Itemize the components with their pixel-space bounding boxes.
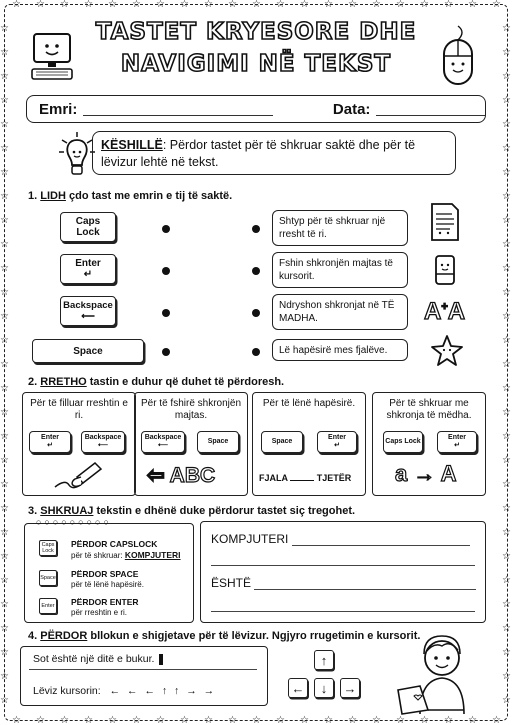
border-star-icon: ☆ xyxy=(468,715,477,725)
arrow-right-key[interactable]: → xyxy=(340,678,360,698)
sample-text-line: Sot është një ditë e bukur. xyxy=(33,653,163,665)
border-star-icon: ☆ xyxy=(502,575,511,586)
circle-question-1: Për të filluar rreshtin e ri. Enter ↵ Backspace ⟵ xyxy=(22,392,136,496)
match-dot-left-4[interactable] xyxy=(162,348,170,356)
title-line-1: TASTET KRYESORE DHE xyxy=(95,19,417,45)
option-space-key[interactable]: Space xyxy=(197,431,239,453)
border-star-icon: ☆ xyxy=(228,715,237,725)
border-star-icon: ☆ xyxy=(60,715,69,725)
border-star-icon: ☆ xyxy=(252,0,261,10)
circle-question-2: Për të fshirë shkronjën majtas. Backspace ⟵ Space ⇦ ABC xyxy=(134,392,248,496)
eraser-icon xyxy=(430,252,462,288)
border-star-icon: ☆ xyxy=(0,359,9,370)
border-star-icon: ☆ xyxy=(252,715,261,725)
border-star-icon: ☆ xyxy=(502,239,511,250)
border-star-icon: ☆ xyxy=(324,0,333,10)
border-star-icon: ☆ xyxy=(300,0,309,10)
write-line-3[interactable]: ËSHTË xyxy=(211,576,476,590)
border-star-icon: ☆ xyxy=(502,479,511,490)
section-2-verb: RRETHO xyxy=(40,376,87,388)
border-star-icon: ☆ xyxy=(502,263,511,274)
border-star-icon: ☆ xyxy=(0,95,9,106)
border-star-icon: ☆ xyxy=(0,695,9,706)
border-star-icon: ☆ xyxy=(502,527,511,538)
uppercase-letters-icon: A+A xyxy=(424,298,466,325)
space-example: FJALA TJETËR xyxy=(259,473,352,483)
border-star-icon: ☆ xyxy=(502,431,511,442)
border-star-icon: ☆ xyxy=(502,455,511,466)
caps-lock-key[interactable]: Caps Lock xyxy=(60,212,116,242)
match-dot-right-3[interactable] xyxy=(252,309,260,317)
border-star-icon: ☆ xyxy=(0,671,9,682)
border-star-icon: ☆ xyxy=(502,599,511,610)
date-field[interactable] xyxy=(376,102,485,116)
border-star-icon: ☆ xyxy=(0,503,9,514)
border-star-icon: ☆ xyxy=(156,715,165,725)
border-star-icon: ☆ xyxy=(0,599,9,610)
border-star-icon: ☆ xyxy=(0,551,9,562)
lightbulb-icon xyxy=(58,130,96,180)
border-star-icon: ☆ xyxy=(0,479,9,490)
border-star-icon: ☆ xyxy=(180,715,189,725)
name-date-row xyxy=(26,95,486,123)
border-star-icon: ☆ xyxy=(444,0,453,10)
border-star-icon: ☆ xyxy=(204,0,213,10)
border-star-icon: ☆ xyxy=(0,71,9,82)
worksheet-title xyxy=(80,16,432,80)
border-star-icon: ☆ xyxy=(0,191,9,202)
border-star-icon: ☆ xyxy=(0,311,9,322)
border-star-icon: ☆ xyxy=(108,0,117,10)
delete-abc-illustration: ⇦ ABC xyxy=(147,464,216,487)
border-star-icon: ☆ xyxy=(492,715,501,725)
border-star-icon: ☆ xyxy=(502,119,511,130)
arrow-down-key[interactable]: ↓ xyxy=(314,678,334,698)
border-star-icon: ☆ xyxy=(502,383,511,394)
title-line-2: NAVIGIMI NË TEKST xyxy=(120,51,392,77)
tip-label: KËSHILLË xyxy=(101,138,163,152)
date-label: Data: xyxy=(332,100,371,118)
document-icon xyxy=(426,200,464,244)
border-star-icon: ☆ xyxy=(502,143,511,154)
star-icon xyxy=(430,334,464,368)
child-with-laptop-icon xyxy=(394,630,490,716)
border-star-icon: ☆ xyxy=(132,0,141,10)
option-space-key[interactable]: Space xyxy=(261,431,303,453)
border-star-icon: ☆ xyxy=(502,167,511,178)
computer-icon xyxy=(30,32,78,82)
border-star-icon: ☆ xyxy=(204,715,213,725)
circle-question-3: Për të lënë hapësirë. Space Enter ↵ FJALA TJETËR xyxy=(252,392,366,496)
legend-space-key: Space xyxy=(39,570,57,586)
backspace-key[interactable]: Backspace ⟵ xyxy=(60,296,116,326)
border-star-icon: ☆ xyxy=(0,239,9,250)
tip-text: : Përdor tastet për të shkruar saktë dhe për të lëvizur lehtë në tekst. xyxy=(101,138,416,169)
option-backspace-key[interactable]: Backspace ⟵ xyxy=(81,431,125,453)
option-backspace-key[interactable]: Backspace ⟵ xyxy=(141,431,185,453)
description-space: Lë hapësirë mes fjalëve. xyxy=(272,339,408,361)
border-star-icon: ☆ xyxy=(396,0,405,10)
border-star-icon: ☆ xyxy=(0,143,9,154)
border-star-icon: ☆ xyxy=(372,715,381,725)
match-dot-right-4[interactable] xyxy=(252,348,260,356)
border-star-icon: ☆ xyxy=(300,715,309,725)
border-star-icon: ☆ xyxy=(0,623,9,634)
border-star-icon: ☆ xyxy=(502,551,511,562)
border-star-icon: ☆ xyxy=(0,455,9,466)
arrow-left-key[interactable]: ← xyxy=(288,678,308,698)
border-star-icon: ☆ xyxy=(156,0,165,10)
border-star-icon: ☆ xyxy=(502,623,511,634)
section-1-title: 1. LIDH çdo tast me emrin e tij të saktë. xyxy=(28,190,233,202)
key-instructions-notepad xyxy=(24,523,194,623)
border-star-icon: ☆ xyxy=(0,647,9,658)
legend-caps-lock: PËRDOR CAPSLOCK për të shkruar: KOMPJUTERI xyxy=(71,539,181,560)
border-star-icon: ☆ xyxy=(348,715,357,725)
section-1-verb: LIDH xyxy=(40,190,66,202)
border-star-icon: ☆ xyxy=(36,715,45,725)
border-star-icon: ☆ xyxy=(502,47,511,58)
name-label: Emri: xyxy=(39,100,78,118)
description-delete-left: Fshin shkronjën majtas të kursorit. xyxy=(272,252,408,288)
option-caps-lock-key[interactable]: Caps Lock xyxy=(383,431,423,453)
option-enter-key[interactable]: Enter ↵ xyxy=(437,431,477,453)
border-star-icon: ☆ xyxy=(502,335,511,346)
legend-enter: PËRDOR ENTER për rreshtin e ri. xyxy=(71,597,139,617)
border-star-icon: ☆ xyxy=(84,0,93,10)
lowercase-to-uppercase-illustration: a → A xyxy=(395,461,457,486)
tip-box xyxy=(92,131,456,175)
border-star-icon: ☆ xyxy=(276,0,285,10)
legend-caps-lock-key: Caps Lock xyxy=(39,540,57,556)
text-editor-box[interactable] xyxy=(20,646,268,706)
hand-writing-icon xyxy=(51,459,107,493)
section-4-verb: PËRDOR xyxy=(40,630,88,642)
border-star-icon: ☆ xyxy=(84,715,93,725)
circle-question-4: Për të shkruar me shkronja të mëdha. Caps Lock Enter ↵ a → A xyxy=(372,392,486,496)
write-line-4[interactable] xyxy=(211,598,475,612)
section-3-title: 3. SHKRUAJ tekstin e dhënë duke përdorur tastet siç tregohet. xyxy=(28,505,356,517)
text-cursor xyxy=(159,654,163,665)
border-star-icon: ☆ xyxy=(492,0,501,10)
notepad-spiral: ○○○○○○○○○ xyxy=(36,517,112,527)
border-star-icon: ☆ xyxy=(396,715,405,725)
write-line-1[interactable]: KOMPJUTERI xyxy=(211,532,470,546)
match-dot-left-1[interactable] xyxy=(162,225,170,233)
border-star-icon: ☆ xyxy=(276,715,285,725)
border-star-icon: ☆ xyxy=(0,215,9,226)
border-star-icon: ☆ xyxy=(420,0,429,10)
description-new-line: Shtyp për të shkruar një rresht të ri. xyxy=(272,210,408,246)
border-star-icon: ☆ xyxy=(0,287,9,298)
border-star-icon: ☆ xyxy=(502,647,511,658)
write-line-2[interactable] xyxy=(211,552,475,566)
border-star-icon: ☆ xyxy=(502,503,511,514)
section-2-title: 2. RRETHO tastin e duhur që duhet të përdoresh. xyxy=(28,376,285,388)
border-star-icon: ☆ xyxy=(36,0,45,10)
border-star-icon: ☆ xyxy=(324,715,333,725)
match-dot-left-2[interactable] xyxy=(162,267,170,275)
writing-area[interactable] xyxy=(200,521,486,623)
legend-space: PËRDOR SPACE për të lënë hapësirë. xyxy=(71,569,144,589)
border-star-icon: ☆ xyxy=(0,47,9,58)
border-star-icon: ☆ xyxy=(0,119,9,130)
legend-enter-key: Enter xyxy=(39,598,57,614)
border-star-icon: ☆ xyxy=(502,359,511,370)
option-enter-key[interactable]: Enter ↵ xyxy=(317,431,357,453)
border-star-icon: ☆ xyxy=(468,0,477,10)
border-star-icon: ☆ xyxy=(108,715,117,725)
space-key[interactable]: Space xyxy=(32,339,144,363)
border-star-icon: ☆ xyxy=(12,0,21,10)
cursor-moves-line: Lëviz kursorin: ← ← ← ↑ ↑ → → xyxy=(33,685,217,697)
border-star-icon: ☆ xyxy=(444,715,453,725)
mouse-icon xyxy=(440,24,476,88)
border-star-icon: ☆ xyxy=(0,167,9,178)
border-star-icon: ☆ xyxy=(12,715,21,725)
border-star-icon: ☆ xyxy=(0,383,9,394)
border-star-icon: ☆ xyxy=(502,695,511,706)
border-star-icon: ☆ xyxy=(502,95,511,106)
border-star-icon: ☆ xyxy=(228,0,237,10)
section-3-verb: SHKRUAJ xyxy=(40,505,94,517)
border-star-icon: ☆ xyxy=(0,335,9,346)
border-star-icon: ☆ xyxy=(60,0,69,10)
arrow-up-key[interactable]: ↑ xyxy=(314,650,334,670)
option-enter-key[interactable]: Enter ↵ xyxy=(29,431,71,453)
border-star-icon: ☆ xyxy=(180,0,189,10)
border-star-icon: ☆ xyxy=(0,575,9,586)
border-star-icon: ☆ xyxy=(0,527,9,538)
border-star-icon: ☆ xyxy=(420,715,429,725)
enter-key[interactable]: Enter ↵ xyxy=(60,254,116,284)
border-star-icon: ☆ xyxy=(502,71,511,82)
border-star-icon: ☆ xyxy=(0,407,9,418)
text-divider xyxy=(29,669,257,670)
description-uppercase: Ndryshon shkronjat në TË MADHA. xyxy=(272,294,408,330)
border-star-icon: ☆ xyxy=(502,671,511,682)
name-field[interactable] xyxy=(83,102,273,116)
border-star-icon: ☆ xyxy=(502,191,511,202)
match-dot-right-2[interactable] xyxy=(252,267,260,275)
border-star-icon: ☆ xyxy=(502,407,511,418)
border-star-icon: ☆ xyxy=(502,311,511,322)
border-star-icon: ☆ xyxy=(0,23,9,34)
border-star-icon: ☆ xyxy=(0,263,9,274)
match-dot-left-3[interactable] xyxy=(162,309,170,317)
border-star-icon: ☆ xyxy=(132,715,141,725)
border-star-icon: ☆ xyxy=(502,287,511,298)
border-star-icon: ☆ xyxy=(502,215,511,226)
section-4-title: 4. PËRDOR bllokun e shigjetave për të lëvizur. Ngjyro rrugetimin e kursorit. xyxy=(28,630,421,642)
border-star-icon: ☆ xyxy=(372,0,381,10)
border-star-icon: ☆ xyxy=(502,23,511,34)
match-dot-right-1[interactable] xyxy=(252,225,260,233)
cursor-arrow-sequence: ← ← ← ↑ ↑ → → xyxy=(109,685,217,697)
border-star-icon: ☆ xyxy=(0,431,9,442)
border-star-icon: ☆ xyxy=(348,0,357,10)
